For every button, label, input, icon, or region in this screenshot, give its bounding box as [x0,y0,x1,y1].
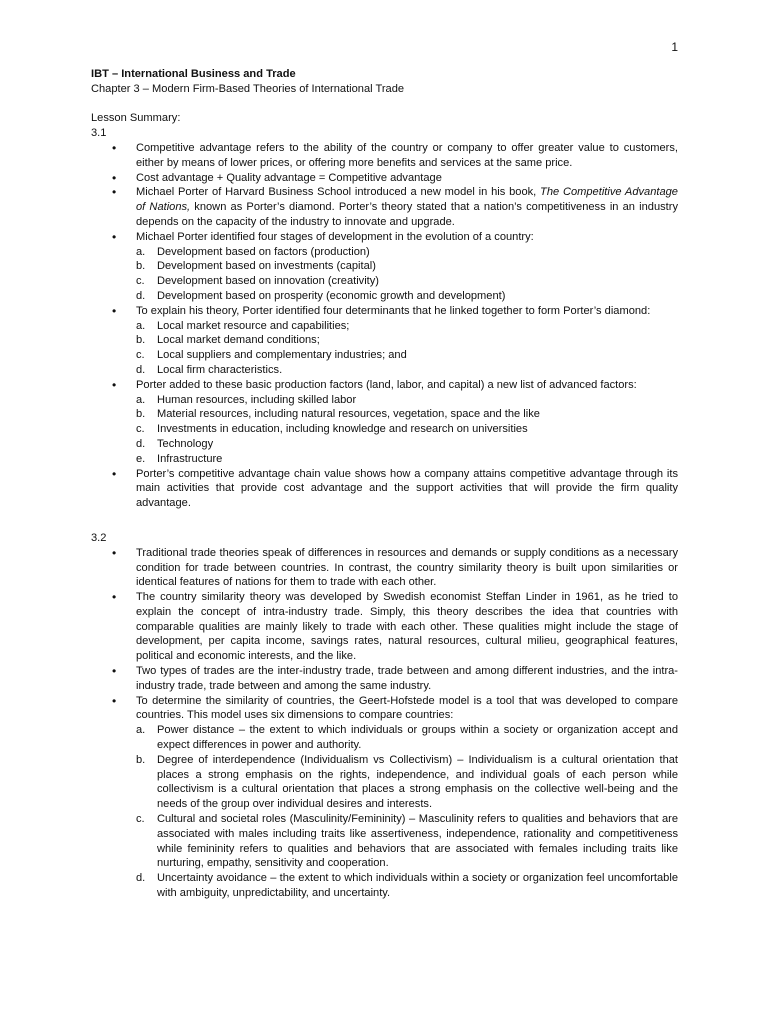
list-item: • Porter’s competitive advantage chain value shows how a company attains competitive advantage through its main activities that provide cost advantage and the support activities that will provide the firm quality advantage. [91,467,678,511]
chapter-heading: Chapter 3 – Modern Firm-Based Theories of International Trade [91,82,405,95]
sub-list-item: e. Infrastructure [136,452,223,465]
list-item: • Competitive advantage refers to the ability of the country or company to offer greater value to customers, either by means of lower prices, or offering more benefits and services at the same price. [91,141,678,171]
sub-list-item: a. Development based on factors (production) [136,245,370,258]
list-item: • Porter added to these basic production factors (land, labor, and capital) a new list of advanced factors: a. Human resources, including skilled labor b. Material resources, including natural resources, vegetation, space and the like c. Investments in education, including knowledge and research on universities d. Technology e. Infrastructure [91,378,678,467]
list-item: • The country similarity theory was developed by Swedish economist Steffan Linder in 1961, as he tried to explain the concept of intra-industry trade. Simply, this theory describes the idea that countries with comparable qualities are mainly likely to trade with each other. These qualities might include the stage of development, per capita income, savings rates, natural resources, cultural milieu, geographical features, political and economic interests, and the like. [91,590,678,664]
sub-list-item: d. Development based on prosperity (economic growth and development) [136,289,506,302]
list-item: • Michael Porter identified four stages of development in the evolution of a country: a. Development based on factors (production) b. Development based on investments (capital) c. Development based on innovation (creativity) d. Development based on prosperity (economic growth and development) [91,230,678,304]
sub-list-item: c. Cultural and societal roles (Masculinity/Femininity) – Masculinity refers to qualities and behaviors that are associated with males including traits like assertiveness, independence, rationality and competitiveness while femininity refers to qualities and behaviors that are associated with females including traits like nurturing, empathy, sensitivity and cooperation. [136,813,678,870]
sub-list-item: d. Local firm characteristics. [136,363,283,376]
lesson-summary-label: Lesson Summary: [91,112,181,125]
sub-list-item: c. Local suppliers and complementary industries; and [136,349,407,362]
list-item: • To explain his theory, Porter identified four determinants that he linked together to form Porter’s diamond: a. Local market resource and capabilities; b. Local market demand conditions; c. Local suppliers and complementary industries; and d. Local firm characteristics. [91,304,678,378]
advanced-factors-list [136,393,678,467]
section-heading-3-2: 3.2 [91,531,107,544]
list-item: • Michael Porter of Harvard Business School introduced a new model in his book, The Competitive Advantage of Nations, known as Porter’s diamond. Porter’s theory stated that a nation’s competitiveness in an industry depends on the capacity of the industry to innovate and upgrade. [91,185,678,229]
section-3-1-list [91,141,678,511]
determinants-list [136,319,678,378]
document-title: IBT – International Business and Trade [91,68,296,80]
list-item: • Cost advantage + Quality advantage = Competitive advantage [91,171,678,186]
hofstede-dimensions-list [136,723,678,901]
list-item: • Two types of trades are the inter-industry trade, trade between and among different industries, and the intra-industry trade, trade between and among the same industry. [91,664,678,694]
section-3-2-list [91,546,678,901]
book-title: The Competitive Advantage of Nations, [136,186,678,214]
section-heading-3-1: 3.1 [91,127,107,140]
sub-list-item: d. Uncertainty avoidance – the extent to which individuals within a society or organization feel uncomfortable with ambiguity, unpredictability, and uncertainty. [136,872,678,900]
stages-list [136,245,678,304]
sub-list-item: d. Technology [136,437,214,450]
document-body [91,67,678,901]
sub-list-item: b. Degree of interdependence (Individualism vs Collectivism) – Individualism is a cultural orientation that places a strong emphasis on the rights, independence, and individual goals of each person while collectivism is a cultural orientation that places a strong emphasis on the collective well-being and the needs of the group over individual desires and interests. [136,753,678,811]
sub-list-item: a. Local market resource and capabilities; [136,319,350,332]
sub-list-item: c. Development based on innovation (creativity) [136,275,379,288]
sub-list-item: a. Human resources, including skilled labor [136,393,357,406]
sub-list-item: a. Power distance – the extent to which individuals or groups within a society or organization accept and expect differences in power and authority. [136,724,678,752]
list-item: • Traditional trade theories speak of differences in resources and demands or supply conditions as a necessary condition for trade between countries. In contrast, the country similarity theory is built upon similarities or identical features of nations for them to trade with each other. [91,546,678,590]
page-number: 1 [671,40,678,54]
sub-list-item: c. Investments in education, including knowledge and research on universities [136,423,528,436]
sub-list-item: b. Development based on investments (capital) [136,260,376,273]
sub-list-item: b. Material resources, including natural resources, vegetation, space and the like [136,408,540,421]
sub-list-item: b. Local market demand conditions; [136,334,320,347]
list-item: • To determine the similarity of countries, the Geert-Hofstede model is a tool that was developed to compare countries. This model uses six dimensions to compare countries: a. Power distance – the extent to which individuals or groups within a society or organization accept and expect differences in power and authority. b. Degree of interdependence (Individualism vs Collectivism) – Individualism is a cultural orientation that places a strong emphasis on the rights, independence, and individual goals of each person while collectivism is a cultural orientation that places a strong emphasis on the collective well-being and the needs of the group over individual desires and interests. c. Cultural and societal roles (Masculinity/Femininity) – Masculinity refers to qualities and behaviors that are associated with males including traits like assertiveness, independence, rationality and competitiveness while femininity refers to qualities and behaviors that are associated with females including traits like nurturing, empathy, sensitivity and cooperation. d. Uncertainty avoidance – the extent to which individuals within a society or organization feel uncomfortable with ambiguity, unpredictability, and uncertainty. [91,694,678,901]
